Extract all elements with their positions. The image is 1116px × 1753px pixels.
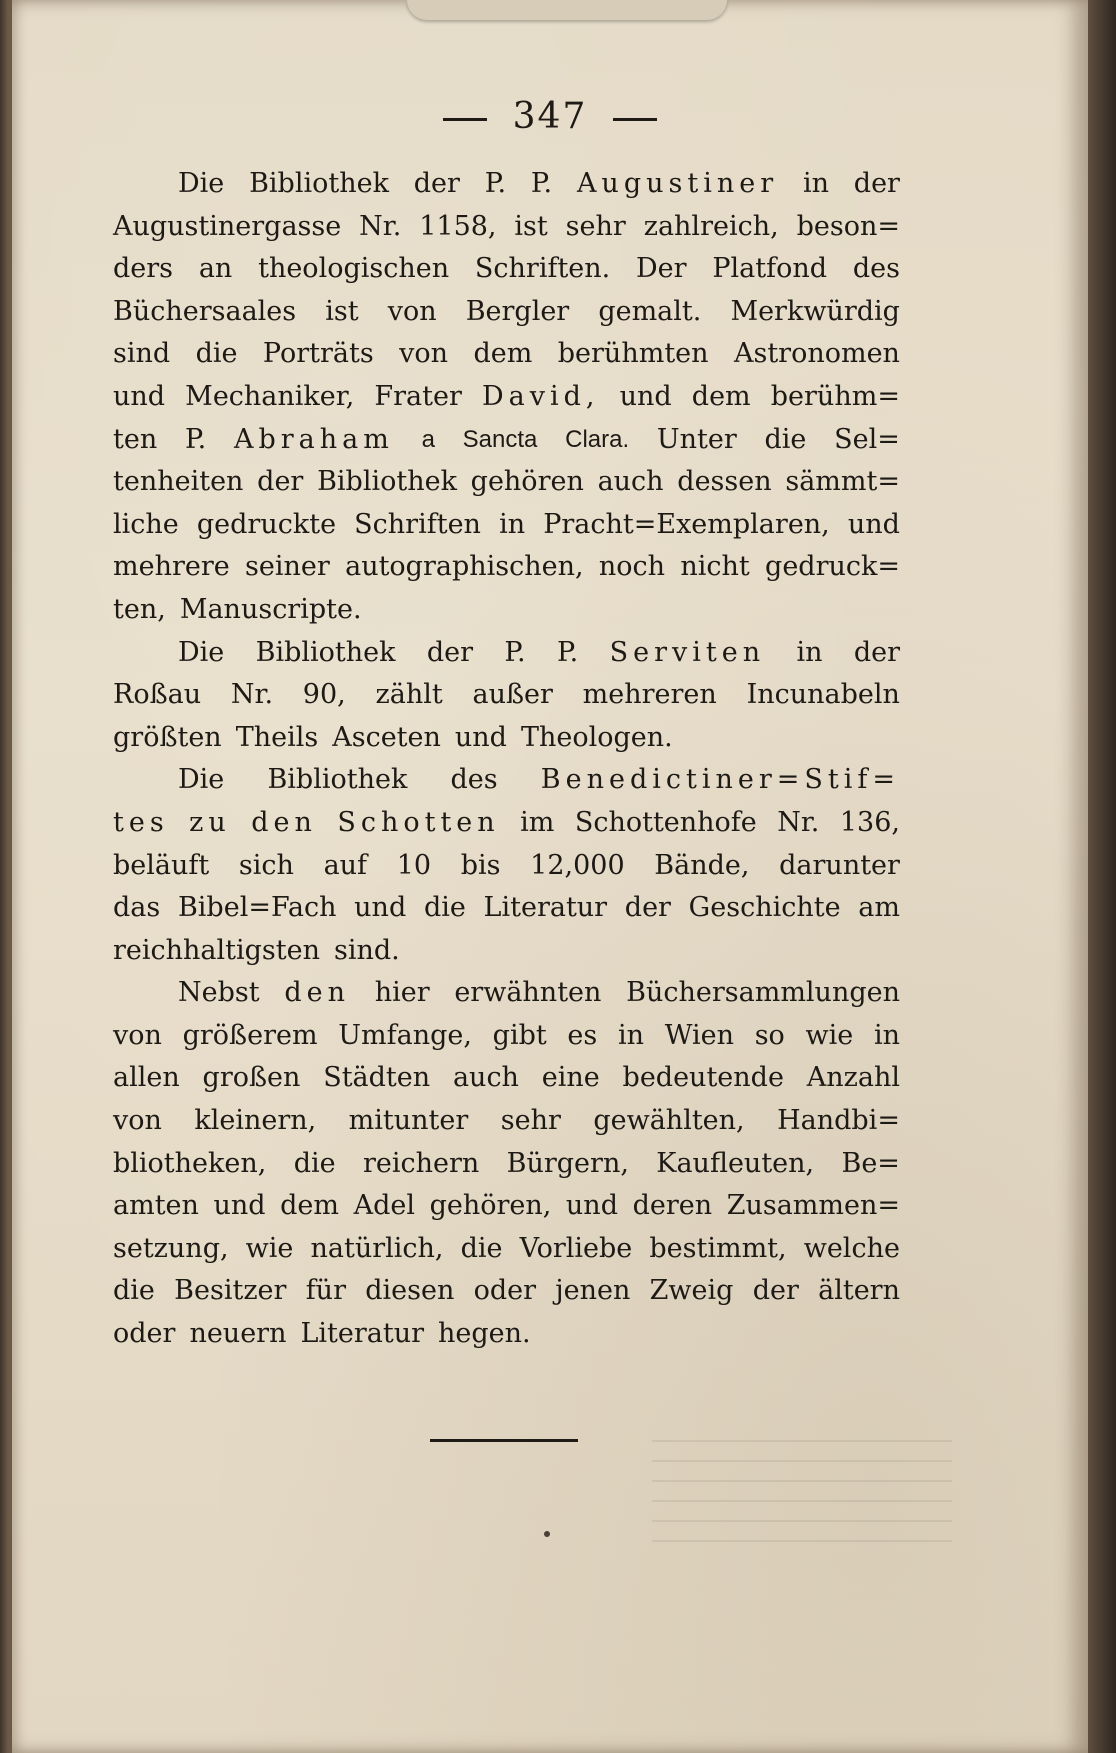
word: gehören, <box>429 1190 552 1222</box>
word: Bergler <box>465 295 570 327</box>
word: 12,000 <box>530 849 625 881</box>
word: der <box>853 168 900 199</box>
text-line <box>113 461 900 504</box>
word: mitunter <box>348 1105 469 1137</box>
text-line <box>113 632 900 675</box>
page-number-dash-left <box>443 118 487 121</box>
word: reichhaltigsten <box>113 934 320 966</box>
word: Zweig <box>649 1275 734 1307</box>
word: Clara. <box>565 425 630 453</box>
text-line <box>113 1143 900 1186</box>
word: gedruck= <box>765 551 900 583</box>
word: sind. <box>334 934 400 966</box>
text-line <box>113 717 900 760</box>
word: beläuft <box>113 849 210 881</box>
word: amten <box>113 1190 199 1222</box>
word: Sel= <box>834 423 900 455</box>
word: ist <box>325 295 359 327</box>
word: ders <box>113 253 174 285</box>
word: Bibliothek <box>255 636 396 668</box>
word: des <box>450 764 498 796</box>
word: gehören <box>470 466 584 498</box>
word: mehreren <box>582 679 717 711</box>
word: Nr. <box>359 210 402 242</box>
word: Schottenhofe <box>574 806 757 838</box>
word: in <box>617 1019 644 1051</box>
word: mehrere <box>113 551 230 583</box>
word: dem <box>280 1190 340 1222</box>
word: Anzahl <box>806 1062 900 1094</box>
word: Sancta <box>462 425 538 453</box>
word: Mechaniker, <box>185 380 355 412</box>
word: David, <box>482 380 600 412</box>
text-line <box>113 759 900 802</box>
text-line <box>113 589 900 632</box>
word: und <box>113 380 166 412</box>
word: P. <box>504 636 526 668</box>
word: Roßau <box>113 679 202 711</box>
word: in <box>873 1019 900 1051</box>
word: Bibliothek <box>317 466 457 498</box>
word: Büchersaales <box>113 295 297 327</box>
text-line <box>113 1015 900 1058</box>
word: Bibel=Fach <box>177 892 337 924</box>
word: Serviten <box>609 636 766 668</box>
word: bliotheken, <box>113 1147 267 1179</box>
word: ten <box>113 423 158 455</box>
word: 136, <box>839 806 900 838</box>
word: das <box>113 892 161 924</box>
bleed-through-shadow <box>652 1440 952 1560</box>
word: an <box>198 253 233 285</box>
page-number-dash-right <box>613 118 657 121</box>
word: Literatur <box>300 1318 425 1350</box>
word: Abraham <box>233 423 394 455</box>
word: Augustiner <box>576 168 779 199</box>
word: ist <box>514 210 548 242</box>
word: die <box>293 1147 336 1179</box>
word: P. <box>530 168 553 199</box>
word: setzung, <box>113 1232 229 1264</box>
word: Pracht=Exemplaren, <box>543 508 830 540</box>
word: ältern <box>818 1275 900 1307</box>
word: von <box>113 1019 162 1051</box>
word: der <box>624 892 671 924</box>
word: deren <box>632 1190 713 1222</box>
word: Der <box>636 253 687 285</box>
text-line <box>113 1313 900 1356</box>
word: Die <box>178 636 225 668</box>
word: P. <box>184 423 207 455</box>
word: der <box>853 636 900 668</box>
word: Bände, <box>654 849 750 881</box>
word: bedeutende <box>622 1062 784 1094</box>
word: darunter <box>779 849 900 881</box>
word: allen <box>113 1062 180 1094</box>
word: P. <box>484 168 507 199</box>
word: Theologen. <box>520 721 673 753</box>
word: zählt <box>375 679 443 711</box>
section-end-rule <box>430 1439 578 1442</box>
word: Kaufleuten, <box>656 1147 815 1179</box>
text-line <box>113 1270 900 1313</box>
word: sich <box>238 849 294 881</box>
word: P. <box>556 636 579 668</box>
text-line <box>113 291 900 334</box>
word: 90, <box>302 679 346 711</box>
word: Büchersammlungen <box>626 977 900 1009</box>
word: Vorliebe <box>519 1232 633 1264</box>
page-top-edge <box>407 0 727 20</box>
word: hier <box>374 977 430 1009</box>
body-text <box>113 163 900 1356</box>
word: und <box>213 1190 266 1222</box>
word: und <box>454 721 507 753</box>
word: sind <box>113 338 171 370</box>
word: jenen <box>555 1275 631 1307</box>
word: Adel <box>353 1190 415 1222</box>
word: außer <box>472 679 553 711</box>
word: der <box>257 466 304 498</box>
word: es <box>567 1019 598 1051</box>
text-line <box>113 504 900 547</box>
word: 1158, <box>419 210 497 242</box>
text-line <box>113 972 900 1015</box>
word: Städten <box>323 1062 431 1094</box>
text-line <box>113 845 900 888</box>
word: Nr. <box>230 679 274 711</box>
word: Bibliothek <box>267 764 408 796</box>
word: Nr. <box>777 806 820 838</box>
word: liche <box>113 508 179 540</box>
word: Die <box>178 764 225 796</box>
word: Zusammen= <box>726 1190 900 1222</box>
word: Bibliothek <box>249 168 389 199</box>
word: Handbi= <box>777 1105 900 1137</box>
word: wie <box>805 1019 854 1051</box>
word: gedruckte <box>196 508 337 540</box>
word: dessen <box>677 466 772 498</box>
word: autographischen, <box>345 551 584 583</box>
word: Frater <box>374 380 462 412</box>
text-line <box>113 802 900 845</box>
word: Schriften. <box>474 253 611 285</box>
word: größerem <box>182 1019 318 1051</box>
word: Bürgern, <box>506 1147 629 1179</box>
word: eine <box>541 1062 600 1094</box>
word: Porträts <box>262 338 374 370</box>
word: tes <box>113 806 169 838</box>
word: Be= <box>841 1147 900 1179</box>
word: Asceten <box>332 721 441 753</box>
word: erwähnten <box>454 977 602 1009</box>
word: nicht <box>680 551 750 583</box>
word: Schriften <box>354 508 481 540</box>
word: oder <box>113 1318 176 1350</box>
word: berühm= <box>770 380 900 412</box>
text-line <box>113 930 900 973</box>
word: größten <box>113 721 222 753</box>
word: auf <box>323 849 368 881</box>
word: theologischen <box>258 253 450 285</box>
word: reichern <box>362 1147 480 1179</box>
text-line <box>113 376 900 419</box>
word: der <box>426 636 473 668</box>
word: zu <box>189 806 231 838</box>
word: großen <box>202 1062 301 1094</box>
word: Nebst <box>178 977 260 1009</box>
word: den <box>284 977 350 1009</box>
word: Platfond <box>712 253 828 285</box>
word: am <box>858 892 900 924</box>
text-line <box>113 163 900 206</box>
word: auch <box>452 1062 519 1094</box>
word: Merkwürdig <box>730 295 900 327</box>
text-line <box>113 546 900 589</box>
word: diesen <box>365 1275 455 1307</box>
word: des <box>852 253 900 285</box>
word: kleinern, <box>194 1105 317 1137</box>
word: sehr <box>500 1105 561 1137</box>
text-line <box>113 206 900 249</box>
word: Besitzer <box>174 1275 287 1307</box>
word: in <box>802 168 829 199</box>
word: noch <box>598 551 666 583</box>
word: Astronomen <box>733 338 900 370</box>
word: auch <box>597 466 664 498</box>
word: die <box>195 338 238 370</box>
word: dem <box>473 338 533 370</box>
text-line <box>113 1057 900 1100</box>
word: und <box>847 508 900 540</box>
word: von <box>399 338 449 370</box>
text-line <box>113 1228 900 1271</box>
word: und <box>565 1190 618 1222</box>
word: gemalt. <box>598 295 702 327</box>
word: die <box>460 1232 503 1264</box>
word: in <box>796 636 823 668</box>
word: sämmt= <box>785 466 900 498</box>
word: gibt <box>492 1019 547 1051</box>
word: von <box>387 295 437 327</box>
book-page <box>12 0 1088 1753</box>
page-number: 347 <box>512 96 588 137</box>
word: oder <box>473 1275 537 1307</box>
text-line <box>113 1185 900 1228</box>
word: seiner <box>245 551 330 583</box>
word: Manuscripte. <box>179 593 362 625</box>
word: bis <box>460 849 501 881</box>
word: Incunabeln <box>746 679 900 711</box>
word: Geschichte <box>688 892 841 924</box>
word: im <box>520 806 555 838</box>
text-line <box>113 248 900 291</box>
word: Schotten <box>337 806 500 838</box>
word: Die <box>178 168 225 199</box>
word: in <box>499 508 526 540</box>
text-line <box>113 887 900 930</box>
word: den <box>251 806 317 838</box>
word: der <box>413 168 460 199</box>
word: Literatur <box>483 892 608 924</box>
word: so <box>754 1019 785 1051</box>
word: tenheiten <box>113 466 244 498</box>
word: a <box>421 425 435 453</box>
word: zahlreich, <box>643 210 779 242</box>
word: Unter <box>656 423 737 455</box>
word: dem <box>691 380 751 412</box>
word: Augustinergasse <box>113 210 342 242</box>
word: Umfange, <box>338 1019 472 1051</box>
word: 10 <box>396 849 432 881</box>
page-number-header <box>12 96 1088 137</box>
word: berühmten <box>557 338 709 370</box>
word: welche <box>803 1232 900 1264</box>
text-line <box>113 419 900 462</box>
text-line <box>113 674 900 717</box>
word: Wien <box>664 1019 734 1051</box>
word: Theils <box>235 721 319 753</box>
word: beson= <box>796 210 900 242</box>
word: und <box>354 892 407 924</box>
word: bestimmt, <box>649 1232 787 1264</box>
word: hegen. <box>438 1318 531 1350</box>
word: Benedictiner=Stif= <box>540 764 900 796</box>
text-line <box>113 1100 900 1143</box>
word: von <box>113 1105 162 1137</box>
word: der <box>752 1275 799 1307</box>
word: gewählten, <box>593 1105 745 1137</box>
word: die <box>764 423 807 455</box>
word: neuern <box>189 1318 287 1350</box>
word: und <box>619 380 672 412</box>
text-line <box>113 333 900 376</box>
word: natürlich, <box>310 1232 444 1264</box>
word: sehr <box>565 210 626 242</box>
word: wie <box>245 1232 294 1264</box>
word: für <box>305 1275 346 1307</box>
word: ten, <box>113 593 166 625</box>
word: die <box>423 892 466 924</box>
ink-dot <box>544 1531 550 1537</box>
word: die <box>113 1275 155 1307</box>
